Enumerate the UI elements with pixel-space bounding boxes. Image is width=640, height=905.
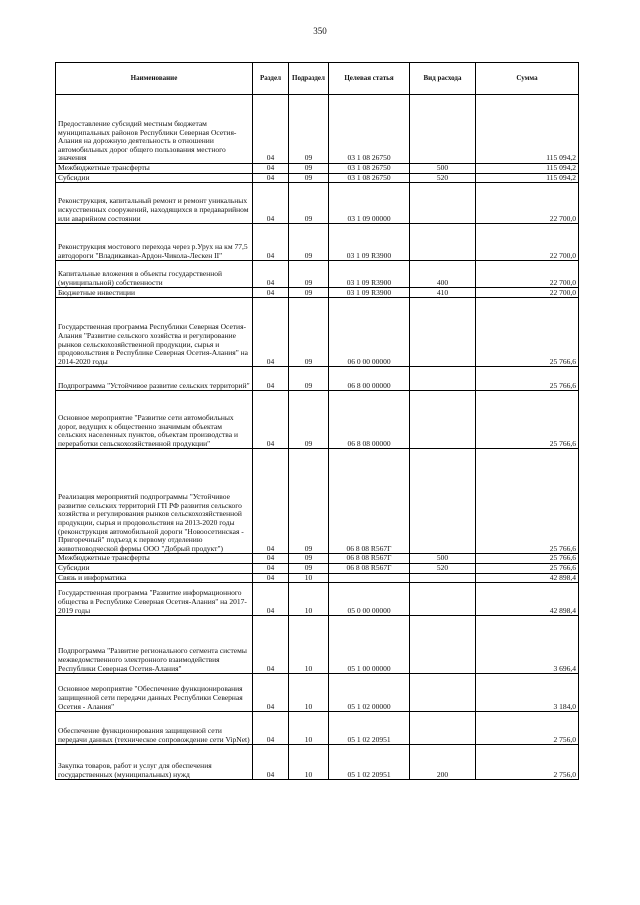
row-name: Реконструкция мостового перехода через р.Урух на км 77,5 автодороги "Владикавказ-Ардон-Чикола-Лескен II" [56,224,253,261]
row-name: Обеспечение функционирования защищенной сети передачи данных (техническое сопровождение сети VipNet) [56,712,253,745]
row-section: 04 [253,288,289,298]
table-row [56,367,579,391]
row-subsection: 09 [289,183,329,224]
row-section: 04 [253,449,289,554]
row-subsection: 10 [289,583,329,616]
row-target: 06 8 08 R567Г [329,449,410,554]
header-amount: Сумма [476,63,579,95]
row-expense-type: 520 [410,563,476,573]
row-name: Подпрограмма "Устойчивое развитие сельских территорий" [56,367,253,391]
row-subsection: 09 [289,563,329,573]
header-section: Раздел [253,63,289,95]
row-target: 06 8 08 R567Г [329,554,410,564]
row-amount: 22 700,0 [476,261,579,288]
row-amount: 25 766,6 [476,367,579,391]
row-amount: 2 756,0 [476,712,579,745]
row-name: Предоставление субсидий местным бюджетам муниципальных районов Республики Северная Осетия-Алания на дорожную деятельность в отношении автомобильных дорог общего пользования местного значения [56,95,253,164]
row-name: Основное мероприятие "Обеспечение функционирования защищенной сети передачи данных Республики Северная Осетия - Алания" [56,674,253,712]
row-section: 04 [253,224,289,261]
row-expense-type: 400 [410,261,476,288]
row-expense-type [410,616,476,674]
row-amount: 115 094,2 [476,173,579,183]
row-name: Субсидии [56,563,253,573]
header-expense-type: Вид расхода [410,63,476,95]
row-expense-type [410,674,476,712]
table-row [56,616,579,674]
row-section: 04 [253,164,289,174]
table-row [56,674,579,712]
row-target [329,573,410,583]
row-subsection: 09 [289,449,329,554]
row-expense-type [410,449,476,554]
row-expense-type [410,712,476,745]
row-name: Капитальные вложения в объекты государственной (муниципальной) собственности [56,261,253,288]
row-target: 06 8 08 R567Г [329,563,410,573]
table-row [56,183,579,224]
header-target: Целевая статья [329,63,410,95]
row-expense-type [410,391,476,449]
row-target: 03 1 08 26750 [329,95,410,164]
row-amount: 22 700,0 [476,183,579,224]
row-amount: 42 898,4 [476,583,579,616]
row-target: 03 1 08 26750 [329,173,410,183]
row-subsection: 09 [289,367,329,391]
row-expense-type [410,224,476,261]
row-name: Межбюджетные трансферты [56,554,253,564]
row-section: 04 [253,173,289,183]
row-subsection: 09 [289,261,329,288]
table-row [56,583,579,616]
table-row [56,712,579,745]
row-name: Закупка товаров, работ и услуг для обеспечения государственных (муниципальных) нужд [56,745,253,780]
row-name: Связь и информатика [56,573,253,583]
row-subsection: 09 [289,288,329,298]
header-name: Наименование [56,63,253,95]
row-subsection: 09 [289,391,329,449]
row-name: Подпрограмма "Развитие регионального сегмента системы межведомственного электронного взаимодействия Республики Северная Осетия-Алания" [56,616,253,674]
row-subsection: 09 [289,554,329,564]
table-row [56,449,579,554]
row-section: 04 [253,298,289,367]
budget-table [55,62,579,780]
row-subsection: 09 [289,164,329,174]
table-row [56,261,579,288]
row-name: Реконструкция, капитальный ремонт и ремонт уникальных искусственных сооружений, находящихся в предаварийном или аварийном состоянии [56,183,253,224]
row-amount: 22 700,0 [476,288,579,298]
table-row [56,164,579,174]
row-amount: 115 094,2 [476,95,579,164]
row-section: 04 [253,712,289,745]
row-expense-type: 500 [410,554,476,564]
row-subsection: 10 [289,616,329,674]
row-section: 04 [253,367,289,391]
table-row [56,298,579,367]
row-amount: 3 184,0 [476,674,579,712]
row-amount: 42 898,4 [476,573,579,583]
row-amount: 25 766,6 [476,391,579,449]
row-section: 04 [253,95,289,164]
row-expense-type [410,95,476,164]
row-amount: 25 766,6 [476,449,579,554]
row-expense-type: 410 [410,288,476,298]
row-target: 05 1 02 20951 [329,745,410,780]
row-expense-type: 200 [410,745,476,780]
row-expense-type [410,583,476,616]
row-expense-type: 500 [410,164,476,174]
row-name: Субсидии [56,173,253,183]
row-subsection: 09 [289,95,329,164]
table-row [56,554,579,564]
row-name: Межбюджетные трансферты [56,164,253,174]
row-subsection: 10 [289,573,329,583]
header-subsection: Подраздел [289,63,329,95]
row-section: 04 [253,583,289,616]
table-row [56,224,579,261]
row-section: 04 [253,616,289,674]
row-expense-type [410,183,476,224]
row-amount: 25 766,6 [476,298,579,367]
row-target: 05 1 00 00000 [329,616,410,674]
row-section: 04 [253,391,289,449]
row-section: 04 [253,261,289,288]
row-target: 06 0 00 00000 [329,298,410,367]
table-row [56,573,579,583]
row-target: 05 1 02 20951 [329,712,410,745]
row-name: Основное мероприятие "Развитие сети автомобильных дорог, ведущих к общественно значимым объектам сельских населенных пунктов, объектам производства и переработки сельскохозяйственной продукции" [56,391,253,449]
table-header-row [56,63,579,95]
row-name: Государственная программа Республики Северная Осетия-Алания "Развитие сельского хозяйства и регулирование рынков сельскохозяйственной продукции, сырья и продовольствия в Республике Северная Осетия-Алания" на 2014-2020 годы [56,298,253,367]
row-subsection: 09 [289,224,329,261]
table-row [56,563,579,573]
row-section: 04 [253,554,289,564]
row-section: 04 [253,745,289,780]
table-row [56,391,579,449]
row-amount: 25 766,6 [476,554,579,564]
row-target: 03 1 08 26750 [329,164,410,174]
table-row [56,745,579,780]
row-section: 04 [253,563,289,573]
row-subsection: 10 [289,674,329,712]
row-name: Государственная программа "Развитие информационного общества в Республике Северная Осетия-Алания" на 2017-2019 годы [56,583,253,616]
row-target: 03 1 09 00000 [329,183,410,224]
table-row [56,173,579,183]
row-expense-type [410,367,476,391]
row-target: 03 1 09 R3900 [329,224,410,261]
row-name: Реализация мероприятий подпрограммы "Устойчивое развитие сельских территорий ГП РФ развития сельского хозяйства и регулирования рынков сельскохозяйственной продукции, сырья и продовольствия на 2013-2020 годы (реконструкция автомобильной дороги "Новоосетинская - Пригоречный" подъезд к первому отделению животноводческой фермы ООО "Добрый продукт") [56,449,253,554]
row-subsection: 10 [289,712,329,745]
row-amount: 2 756,0 [476,745,579,780]
row-amount: 25 766,6 [476,563,579,573]
table-row [56,95,579,164]
row-target: 03 1 09 R3900 [329,288,410,298]
row-target: 06 8 00 00000 [329,367,410,391]
row-subsection: 10 [289,745,329,780]
table-row [56,288,579,298]
row-section: 04 [253,573,289,583]
row-amount: 3 696,4 [476,616,579,674]
row-target: 03 1 09 R3900 [329,261,410,288]
page-number: 350 [313,26,327,36]
row-target: 05 0 00 00000 [329,583,410,616]
row-name: Бюджетные инвестиции [56,288,253,298]
row-amount: 115 094,2 [476,164,579,174]
row-subsection: 09 [289,173,329,183]
row-expense-type [410,298,476,367]
row-section: 04 [253,674,289,712]
row-amount: 22 700,0 [476,224,579,261]
row-expense-type [410,573,476,583]
row-target: 05 1 02 00000 [329,674,410,712]
row-expense-type: 520 [410,173,476,183]
row-section: 04 [253,183,289,224]
row-subsection: 09 [289,298,329,367]
row-target: 06 8 08 00000 [329,391,410,449]
